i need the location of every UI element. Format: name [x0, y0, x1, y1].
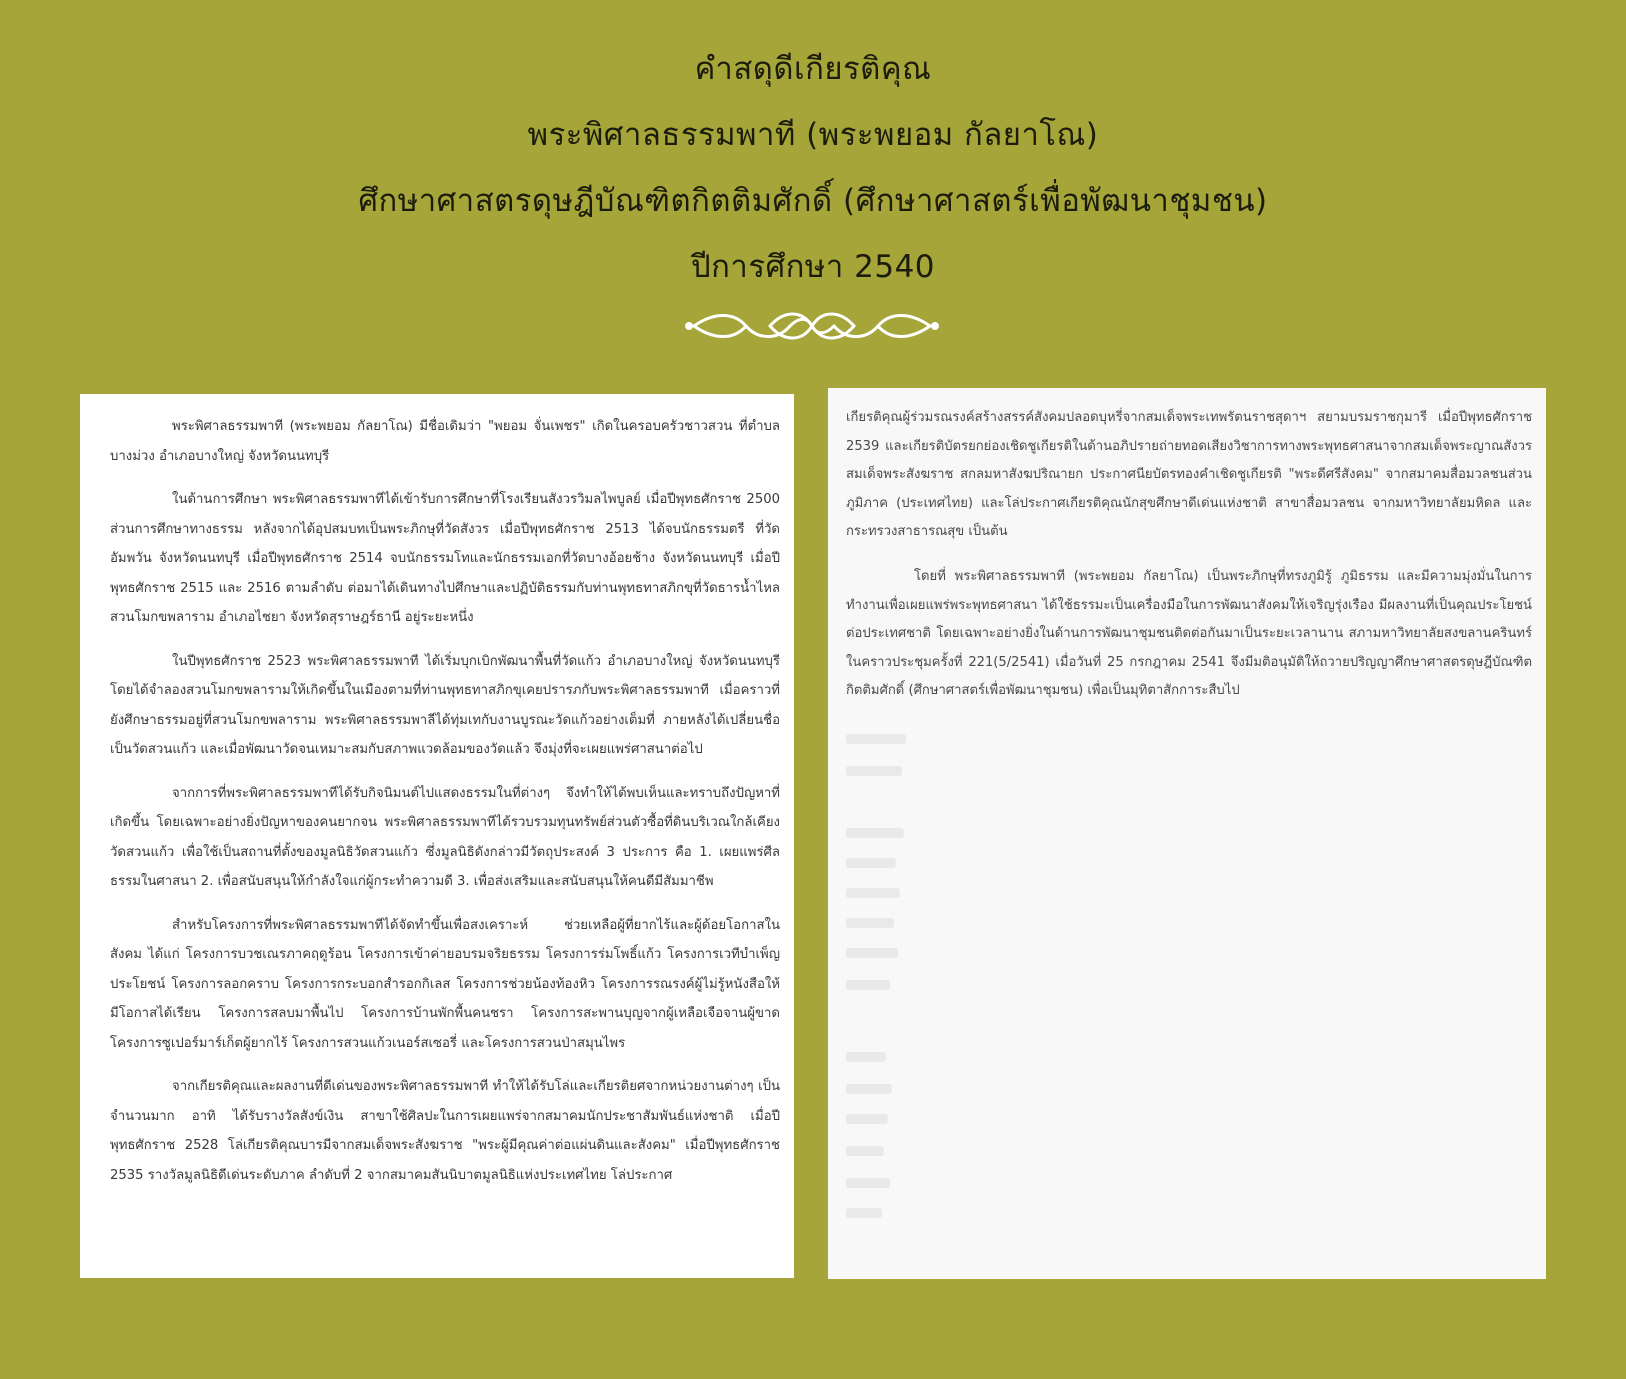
- bleed-through-mark: [846, 888, 900, 898]
- right-paragraph-2: โดยที่ พระพิศาลธรรมพาที (พระพยอม กัลยาโณ) เป็นพระภิกษุที่ทรงภูมิรู้ ภูมิธรรม และมีความมุ่งมั่นในการทำงานเพื่อเผยแพร่พระพุทธศาสนา ได้ใช้ธรรมะเป็นเครื่องมือในการพัฒนาสังคมให้เจริญรุ่งเรือง มีผลงานที่เป็นคุณประโยชน์ต่อประเทศชาติ โดยเฉพาะอย่างยิ่งในด้านการพัฒนาชุมชนติดต่อกันมาเป็นระยะเวลานาน สภามหาวิทยาลัยสงขลานครินทร์ ในคราวประชุมครั้งที่ 221(5/2541) เมื่อวันที่ 25 กรกฎาคม 2541 จึงมีมติอนุมัติให้ถวายปริญญาศึกษาศาสตรดุษฎีบัณฑิตกิตติมศักดิ์ (ศึกษาศาสตร์เพื่อพัฒนาชุมชน) เพื่อเป็นมุทิตาสักการะสืบไป: [846, 568, 1532, 699]
- bleed-through-mark: [846, 766, 902, 776]
- bleed-through-mark: [846, 734, 906, 744]
- right-paragraph-1: เกียรติคุณผู้ร่วมรณรงค์สร้างสรรค์สังคมปลอดบุหรี่จากสมเด็จพระเทพรัตนราชสุดาฯ สยามบรมราชกุมารี เมื่อปีพุทธศักราช 2539 และเกียรติบัตรยกย่องเชิดชูเกียรติในด้านอภิปรายถ่ายทอดเสียงวิชาการทางพระพุทธศาสนาจากสมเด็จพระญาณสังวร สมเด็จพระสังฆราช สกลมหาสังฆปริณายก ประกาศนียบัตรทองคำเชิดชูเกียรติ "พระดีศรีสังคม" จากสมาคมสื่อมวลชนส่วนภูมิภาค (ประเทศไทย) และโล่ประกาศเกียรติคุณนักสุขศึกษาดีเด่นแห่งชาติ สาขาสื่อมวลชน จากมหาวิทยาลัยมหิดล และกระทรวงสาธารณสุข เป็นต้น: [846, 410, 1532, 540]
- bleed-through-mark: [846, 980, 890, 990]
- bleed-through-mark: [846, 948, 898, 958]
- title-line-1: คำสดุดีเกียรติคุณ: [694, 51, 932, 87]
- left-paragraph-2: ในด้านการศึกษา พระพิศาลธรรมพาทีได้เข้ารับการศึกษาที่โรงเรียนสังวรวิมลไพบูลย์ เมื่อปีพุทธศักราช 2500 ส่วนการศึกษาทางธรรม หลังจากได้อุปสมบทเป็นพระภิกษุที่วัดสังวร เมื่อปีพุทธศักราช 2513 ได้จบนักธรรมตรี ที่วัดอัมพวัน จังหวัดนนทบุรี เมื่อปีพุทธศักราช 2514 จบนักธรรมโทและนักธรรมเอกที่วัดบางอ้อยช้าง จังหวัดนนทบุรี เมื่อปีพุทธศักราช 2515 และ 2516 ตามลำดับ ต่อมาได้เดินทางไปศึกษาและปฏิบัติธรรมกับท่านพุทธทาสภิกขุที่วัดธารน้ำไหล สวนโมกขพลาราม อำเภอไชยา จังหวัดสุราษฎร์ธานี อยู่ระยะหนึ่ง: [110, 492, 780, 625]
- title-line-2: พระพิศาลธรรมพาที (พระพยอม กัลยาโณ): [527, 117, 1099, 153]
- left-paragraph-5: สำหรับโครงการที่พระพิศาลธรรมพาทีได้จัดทำขึ้นเพื่อสงเคราะห์ ช่วยเหลือผู้ที่ยากไร้และผู้ด้อยโอกาสในสังคม ได้แก่ โครงการบวชเณรภาคฤดูร้อน โครงการเข้าค่ายอบรมจริยธรรม โครงการร่มโพธิ์แก้ว โครงการเวทีบำเพ็ญประโยชน์ โครงการลอกคราบ โครงการกระบอกสำรอกกิเลส โครงการช่วยน้องท้องหิว โครงการรณรงค์ผู้ไม่รู้หนังสือให้มีโอกาสได้เรียน โครงการสลบมาพื้นไป โครงการบ้านพักพื้นคนชรา โครงการสะพานบุญจากผู้เหลือเจือจานผู้ขาด โครงการซูเปอร์มาร์เก็ตผู้ยากไร้ โครงการสวนแก้วเนอร์สเซอรี่ และโครงการสวนป่าสมุนไพร: [110, 917, 780, 1051]
- flourish-divider-icon: [684, 304, 940, 348]
- header: [0, 46, 1626, 310]
- left-paragraph-1: พระพิศาลธรรมพาที (พระพยอม กัลยาโณ) มีชื่อเดิมว่า "พยอม จั่นเพชร" เกิดในครอบครัวชาวสวน ที่ตำบลบางม่วง อำเภอบางใหญ่ จังหวัดนนทบุรี: [110, 419, 780, 464]
- bleed-through-mark: [846, 1052, 886, 1062]
- left-paragraph-3: ในปีพุทธศักราช 2523 พระพิศาลธรรมพาที ได้เริ่มบุกเบิกพัฒนาพื้นที่วัดแก้ว อำเภอบางใหญ่ จังหวัดนนทบุรี โดยได้จำลองสวนโมกขพลารามให้เกิดขึ้นในเมืองตามที่ท่านพุทธทาสภิกขุเคยปรารภกับพระพิศาลธรรมพาที เมื่อคราวที่ยังศึกษาธรรมอยู่ที่สวนโมกขพลาราม พระพิศาลธรรมพาลีได้ทุ่มเทกับงานบูรณะวัดแก้วอย่างเต็มที่ ภายหลังได้เปลี่ยนชื่อเป็นวัดสวนแก้ว และเมื่อพัฒนาวัดจนเหมาะสมกับสภาพแวดล้อมของวัดแล้ว จึงมุ่งที่จะเผยแพร่ศาสนาต่อไป: [110, 653, 780, 757]
- bleed-through-mark: [846, 858, 896, 868]
- bleed-through-mark: [846, 1208, 882, 1218]
- bleed-through-mark: [846, 1114, 888, 1124]
- bleed-through-mark: [846, 918, 894, 928]
- left-paragraph-6: จากเกียรติคุณและผลงานที่ดีเด่นของพระพิศาลธรรมพาที ทำให้ได้รับโล่และเกียรติยศจากหน่วยงานต่างๆ เป็นจำนวนมาก อาทิ ได้รับรางวัลสังข์เงิน สาขาใช้ศิลปะในการเผยแพร่จากสมาคมนักประชาสัมพันธ์แห่งชาติ เมื่อปีพุทธศักราช 2528 โล่เกียรติคุณบารมีจากสมเด็จพระสังฆราช "พระผู้มีคุณค่าต่อแผ่นดินและสังคม" เมื่อปีพุทธศักราช 2535 รางวัลมูลนิธิดีเด่นระดับภาค ลำดับที่ 2 จากสมาคมสันนิบาตมูลนิธิแห่งประเทศไทย โล่ประกาศ: [110, 1079, 780, 1183]
- left-page: [80, 394, 794, 1278]
- bleed-through-mark: [846, 1178, 890, 1188]
- title-line-3: ศึกษาศาสตรดุษฎีบัณฑิตกิตติมศักดิ์ (ศึกษาศาสตร์เพื่อพัฒนาชุมชน): [358, 183, 1268, 219]
- left-paragraph-4: จากการที่พระพิศาลธรรมพาทีได้รับกิจนิมนต์ไปแสดงธรรมในที่ต่างๆ จึงทำให้ได้พบเห็นและทราบถึงปัญหาที่เกิดขึ้น โดยเฉพาะอย่างยิ่งปัญหาของคนยากจน พระพิศาลธรรมพาทีได้รวบรวมทุนทรัพย์ส่วนตัวซื้อที่ดินบริเวณใกล้เคียงวัดสวนแก้ว เพื่อใช้เป็นสถานที่ตั้งของมูลนิธิวัดสวนแก้ว ซึ่งมูลนิธิดังกล่าวมีวัตถุประสงค์ 3 ประการ คือ 1. เผยแพร่ศีลธรรมในศาสนา 2. เพื่อสนับสนุนให้กำลังใจแก่ผู้กระทำความดี 3. เพื่อส่งเสริมและสนับสนุนให้คนดีมีสัมมาชีพ: [110, 785, 780, 889]
- bleed-through-mark: [846, 1084, 892, 1094]
- bleed-through-mark: [846, 828, 904, 838]
- bleed-through-mark: [846, 1146, 884, 1156]
- right-page: [828, 388, 1546, 1279]
- title-line-4: ปีการศึกษา 2540: [690, 249, 936, 285]
